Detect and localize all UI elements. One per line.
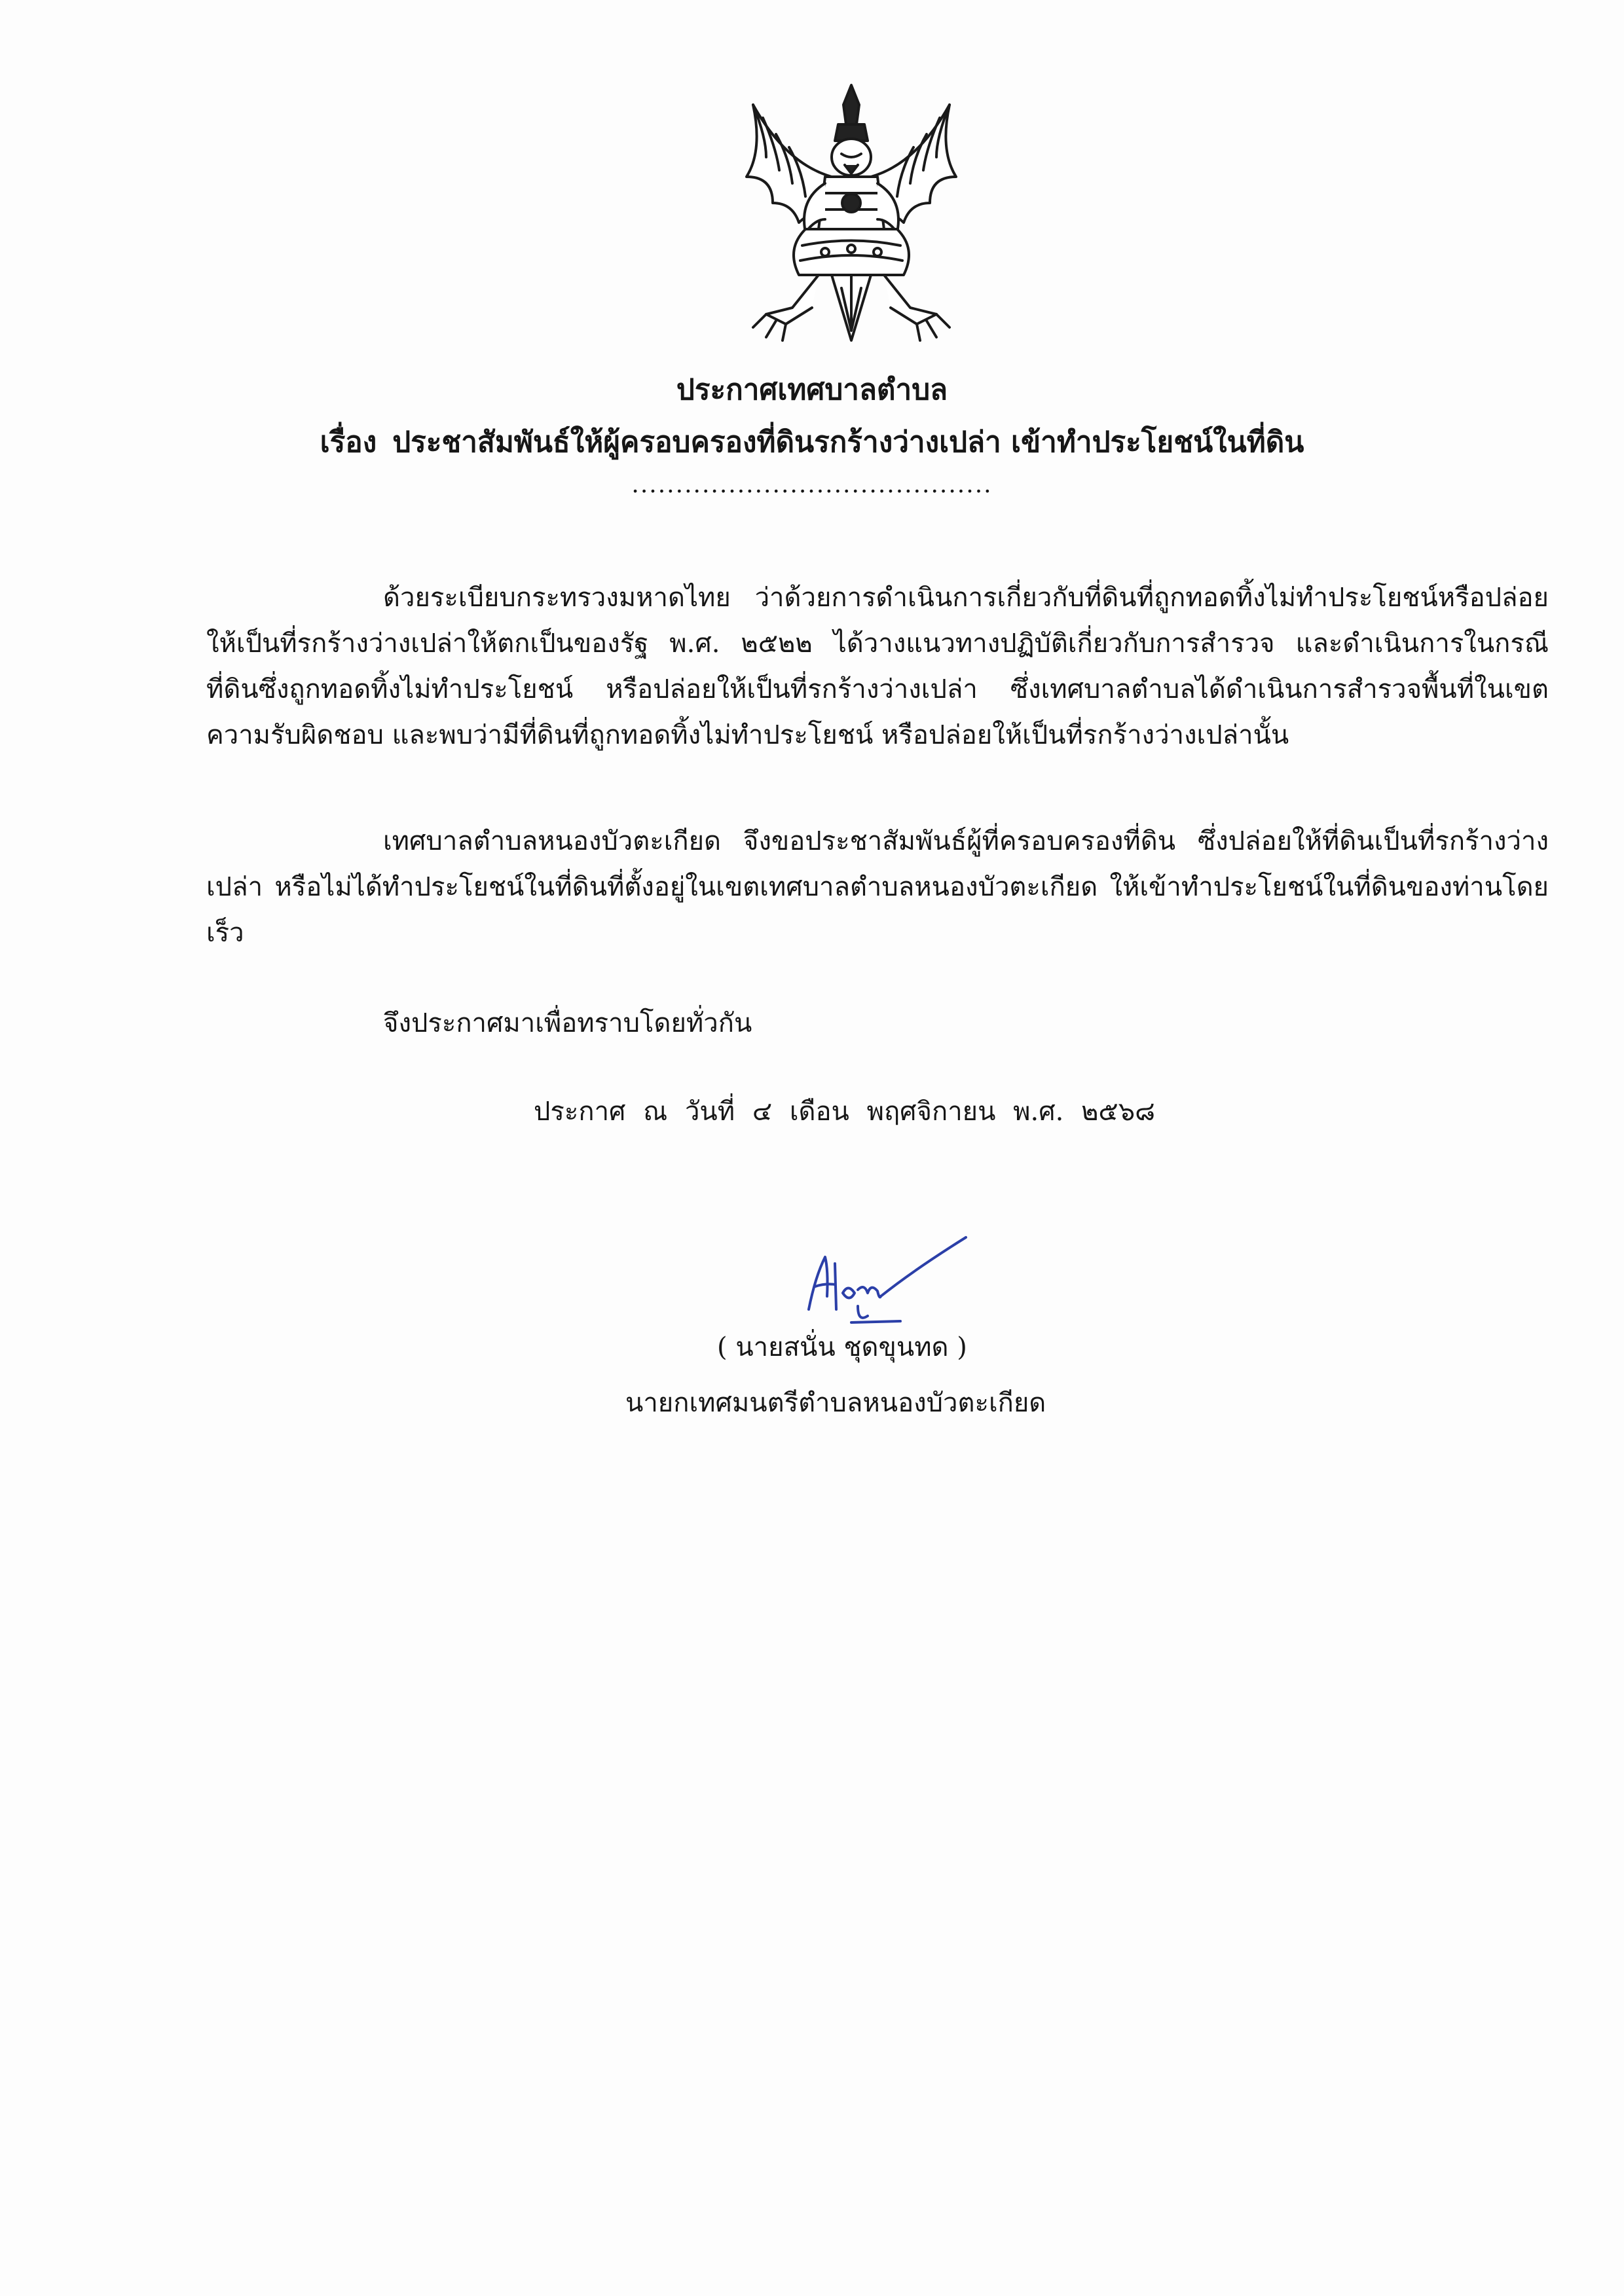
body-paragraph-1: ด้วยระเบียบกระทรวงมหาดไทย ว่าด้วยการดำเนินการเกี่ยวกับที่ดินที่ถูกทอดทิ้งไม่ทำประโยชน์หรือปล่อยให้เป็นที่รกร้างว่างเปล่าให้ตกเป็นของรัฐ พ.ศ. ๒๕๒๒ ได้วางแนวทางปฏิบัติเกี่ยวกับการสำรวจ และดำเนินการในกรณีที่ดินซึ่งถูกทอดทิ้งไม่ทำประโยชน์ หรือปล่อยให้เป็นที่รกร้างว่างเปล่า ซึ่งเทศบาลตำบลได้ดำเนินการสำรวจพื้นที่ในเขตความรับผิดชอบ และพบว่ามีที่ดินที่ถูกทอดทิ้งไม่ทำประโยชน์ หรือปล่อยให้เป็นที่รกร้างว่างเปล่านั้น [206, 583, 1549, 750]
closing-statement: จึงประกาศมาเพื่อทราบโดยทั่วกัน [383, 1008, 752, 1038]
subject-label: เรื่อง [320, 426, 377, 459]
announcement-subject [0, 419, 1624, 465]
subject-text: ประชาสัมพันธ์ให้ผู้ครอบครองที่ดินรกร้างว่างเปล่า เข้าทำประโยชน์ในที่ดิน [392, 426, 1304, 459]
title-separator: ......................................... [631, 471, 993, 498]
signer-position: นายกเทศมนตรีตำบลหนองบัวตะเกียด [625, 1388, 1046, 1418]
body-paragraph-2: เทศบาลตำบลหนองบัวตะเกียด จึงขอประชาสัมพันธ์ผู้ที่ครอบครองที่ดิน ซึ่งปล่อยให้ที่ดินเป็นที่รกร้างว่างเปล่า หรือไม่ได้ทำประโยชน์ในที่ดินที่ตั้งอยู่ในเขตเทศบาลตำบลหนองบัวตะเกียด ให้เข้าทำประโยชน์ในที่ดินของท่านโดยเร็ว [206, 826, 1549, 948]
signer-name: ( นายสนั่น ชุดขุนทด ) [717, 1332, 967, 1362]
announcement-title: ประกาศเทศบาลตำบล [676, 373, 948, 407]
announcement-date: ประกาศ ณ วันที่ ๔ เดือน พฤศจิกายน พ.ศ. ๒๕๖๘ [534, 1097, 1155, 1127]
garuda-emblem-icon [727, 79, 976, 354]
